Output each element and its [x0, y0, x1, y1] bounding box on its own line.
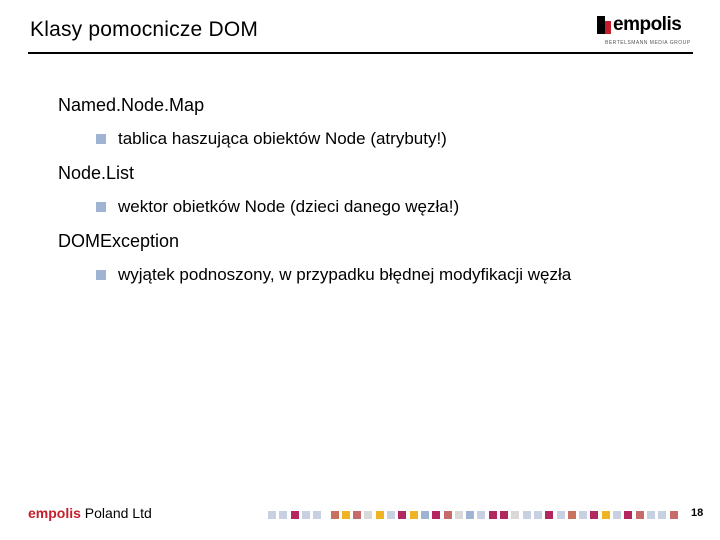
footer-square — [313, 511, 321, 519]
footer-brand: empolis — [28, 505, 81, 521]
title-divider — [28, 52, 693, 54]
list-item — [96, 264, 571, 286]
footer-square — [387, 511, 395, 519]
footer-square — [557, 511, 565, 519]
footer-square — [342, 511, 350, 519]
heading-node-list: Node.List — [58, 163, 135, 183]
footer-square — [364, 511, 372, 519]
footer-square — [602, 511, 610, 519]
footer-color-squares — [0, 509, 720, 521]
footer-square — [545, 511, 553, 519]
square-bullet-icon — [96, 134, 106, 144]
footer-square — [579, 511, 587, 519]
footer-square — [432, 511, 440, 519]
footer-square — [534, 511, 542, 519]
footer-square — [268, 511, 276, 519]
footer-square — [658, 511, 666, 519]
footer-square — [511, 511, 519, 519]
footer-square — [376, 511, 384, 519]
footer-square — [477, 511, 485, 519]
square-bullet-icon — [96, 202, 106, 212]
list-item-text: tablica haszująca obiektów Node (atrybuty!) — [118, 129, 447, 148]
footer-square — [590, 511, 598, 519]
footer-square — [500, 511, 508, 519]
list-item — [96, 128, 571, 150]
footer-square — [489, 511, 497, 519]
page-number: 18 — [691, 507, 704, 519]
list-item-text: wyjątek podnoszony, w przypadku błędnej modyfikacji węzła — [118, 265, 572, 284]
footer-square — [647, 511, 655, 519]
footer-square — [302, 511, 310, 519]
list-item — [96, 196, 571, 218]
logo-word: empolis — [613, 14, 682, 35]
footer-square — [291, 511, 299, 519]
footer-square — [523, 511, 531, 519]
footer-company: Poland Ltd — [84, 505, 152, 521]
logo-mark-black — [597, 16, 605, 34]
footer-square — [455, 511, 463, 519]
footer-square — [279, 511, 287, 519]
footer-square — [613, 511, 621, 519]
footer-square — [466, 511, 474, 519]
footer-square — [410, 511, 418, 519]
slide-content — [58, 94, 571, 286]
slide-title: Klasy pomocnicze DOM — [30, 18, 259, 41]
logo-mark-red — [605, 21, 611, 34]
footer-square — [670, 511, 678, 519]
heading-dom-exception: DOMException — [58, 231, 180, 251]
footer-square — [624, 511, 632, 519]
list-item-text: wektor obietków Node (dzieci danego węzła!) — [118, 197, 460, 216]
footer-square — [444, 511, 452, 519]
square-bullet-icon — [96, 270, 106, 280]
heading-named-node-map: Named.Node.Map — [58, 95, 205, 115]
footer-square — [568, 511, 576, 519]
footer-square — [353, 511, 361, 519]
empolis-logo — [597, 16, 697, 50]
logo-tagline: BERTELSMANN MEDIA GROUP — [605, 40, 691, 46]
footer-square — [331, 511, 339, 519]
footer-square — [421, 511, 429, 519]
footer-square — [398, 511, 406, 519]
footer-square — [636, 511, 644, 519]
